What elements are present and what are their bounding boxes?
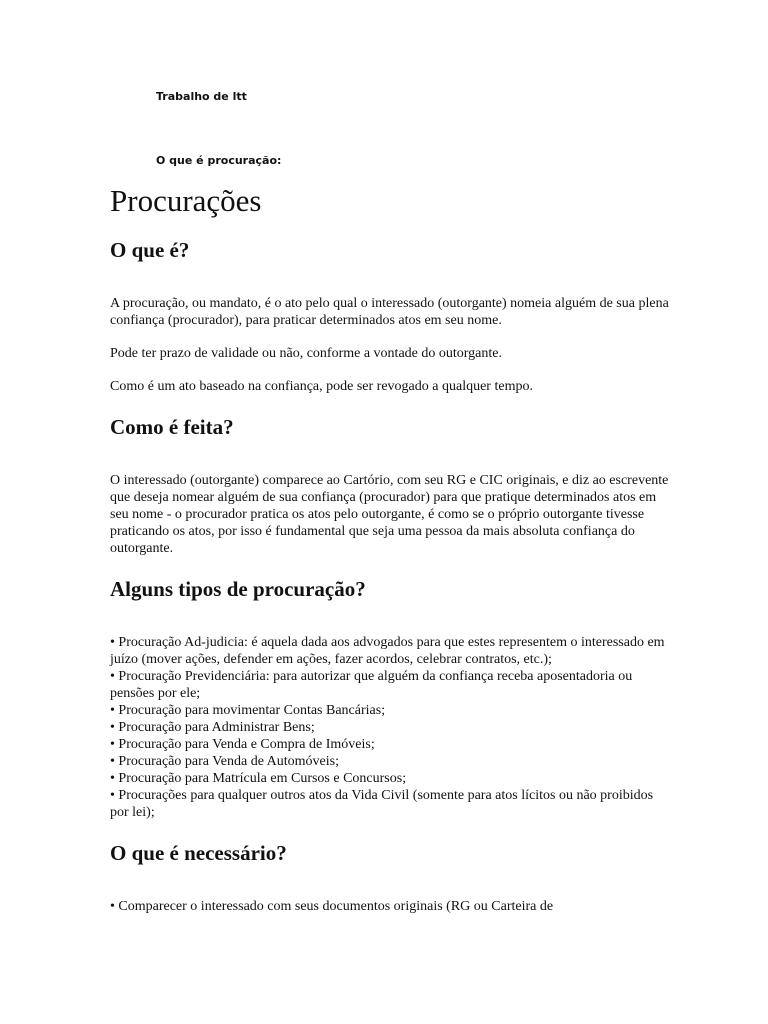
list-item: • Procurações para qualquer outros atos da Vida Civil (somente para atos lícitos ou não proibidos por lei);: [110, 788, 654, 820]
section-heading-como-e-feita: Como é feita?: [110, 415, 234, 439]
page-title: Procurações: [110, 183, 262, 218]
section-heading-necessario: O que é necessário?: [110, 841, 287, 865]
paragraph: A procuração, ou mandato, é o ato pelo qual o interessado (outorgante) nomeia alguém de sua plena confiança (procurador), para praticar determinados atos em seu nome.: [110, 296, 669, 328]
paragraph: O interessado (outorgante) comparece ao Cartório, com seu RG e CIC originais, e diz ao escrevente que deseja nomear alguém de sua confiança (procurador) para que pratique determinados atos em seu nome - o procurador pratica os atos pelo outorgante, é como se o próprio outorgante tivesse praticando os atos, por isso é fundamental que seja uma pessoa da mais absoluta confiança do outorgante.: [110, 473, 669, 556]
list-item: • Procuração Ad-judicia: é aquela dada aos advogados para que estes representem o interessado em juízo (mover ações, defender em ações, fazer acordos, celebrar contratos, etc.);: [110, 635, 665, 667]
list-item: • Procuração para Matrícula em Cursos e Concursos;: [110, 771, 407, 786]
document-header-title: Trabalho de ltt: [156, 90, 247, 103]
list-item: • Procuração para Venda e Compra de Imóveis;: [110, 737, 375, 752]
paragraph: Pode ter prazo de validade ou não, conforme a vontade do outorgante.: [110, 346, 502, 361]
list-item: • Procuração para Venda de Automóveis;: [110, 754, 339, 769]
document-body: [110, 180, 670, 915]
list-item: • Procuração para movimentar Contas Bancárias;: [110, 703, 386, 718]
paragraph: Como é um ato baseado na confiança, pode ser revogado a qualquer tempo.: [110, 379, 533, 394]
list-item: • Comparecer o interessado com seus documentos originais (RG ou Carteira de: [110, 899, 554, 914]
bullet-list: [110, 634, 670, 821]
section-heading-o-que-e: O que é?: [110, 238, 190, 262]
section-heading-tipos: Alguns tipos de procuração?: [110, 577, 366, 601]
bullet-list: [110, 898, 670, 915]
document-header-subtitle: O que é procuração:: [156, 154, 282, 167]
list-item: • Procuração Previdenciária: para autorizar que alguém da confiança receba aposentadoria ou pensões por ele;: [110, 669, 633, 701]
list-item: • Procuração para Administrar Bens;: [110, 720, 315, 735]
